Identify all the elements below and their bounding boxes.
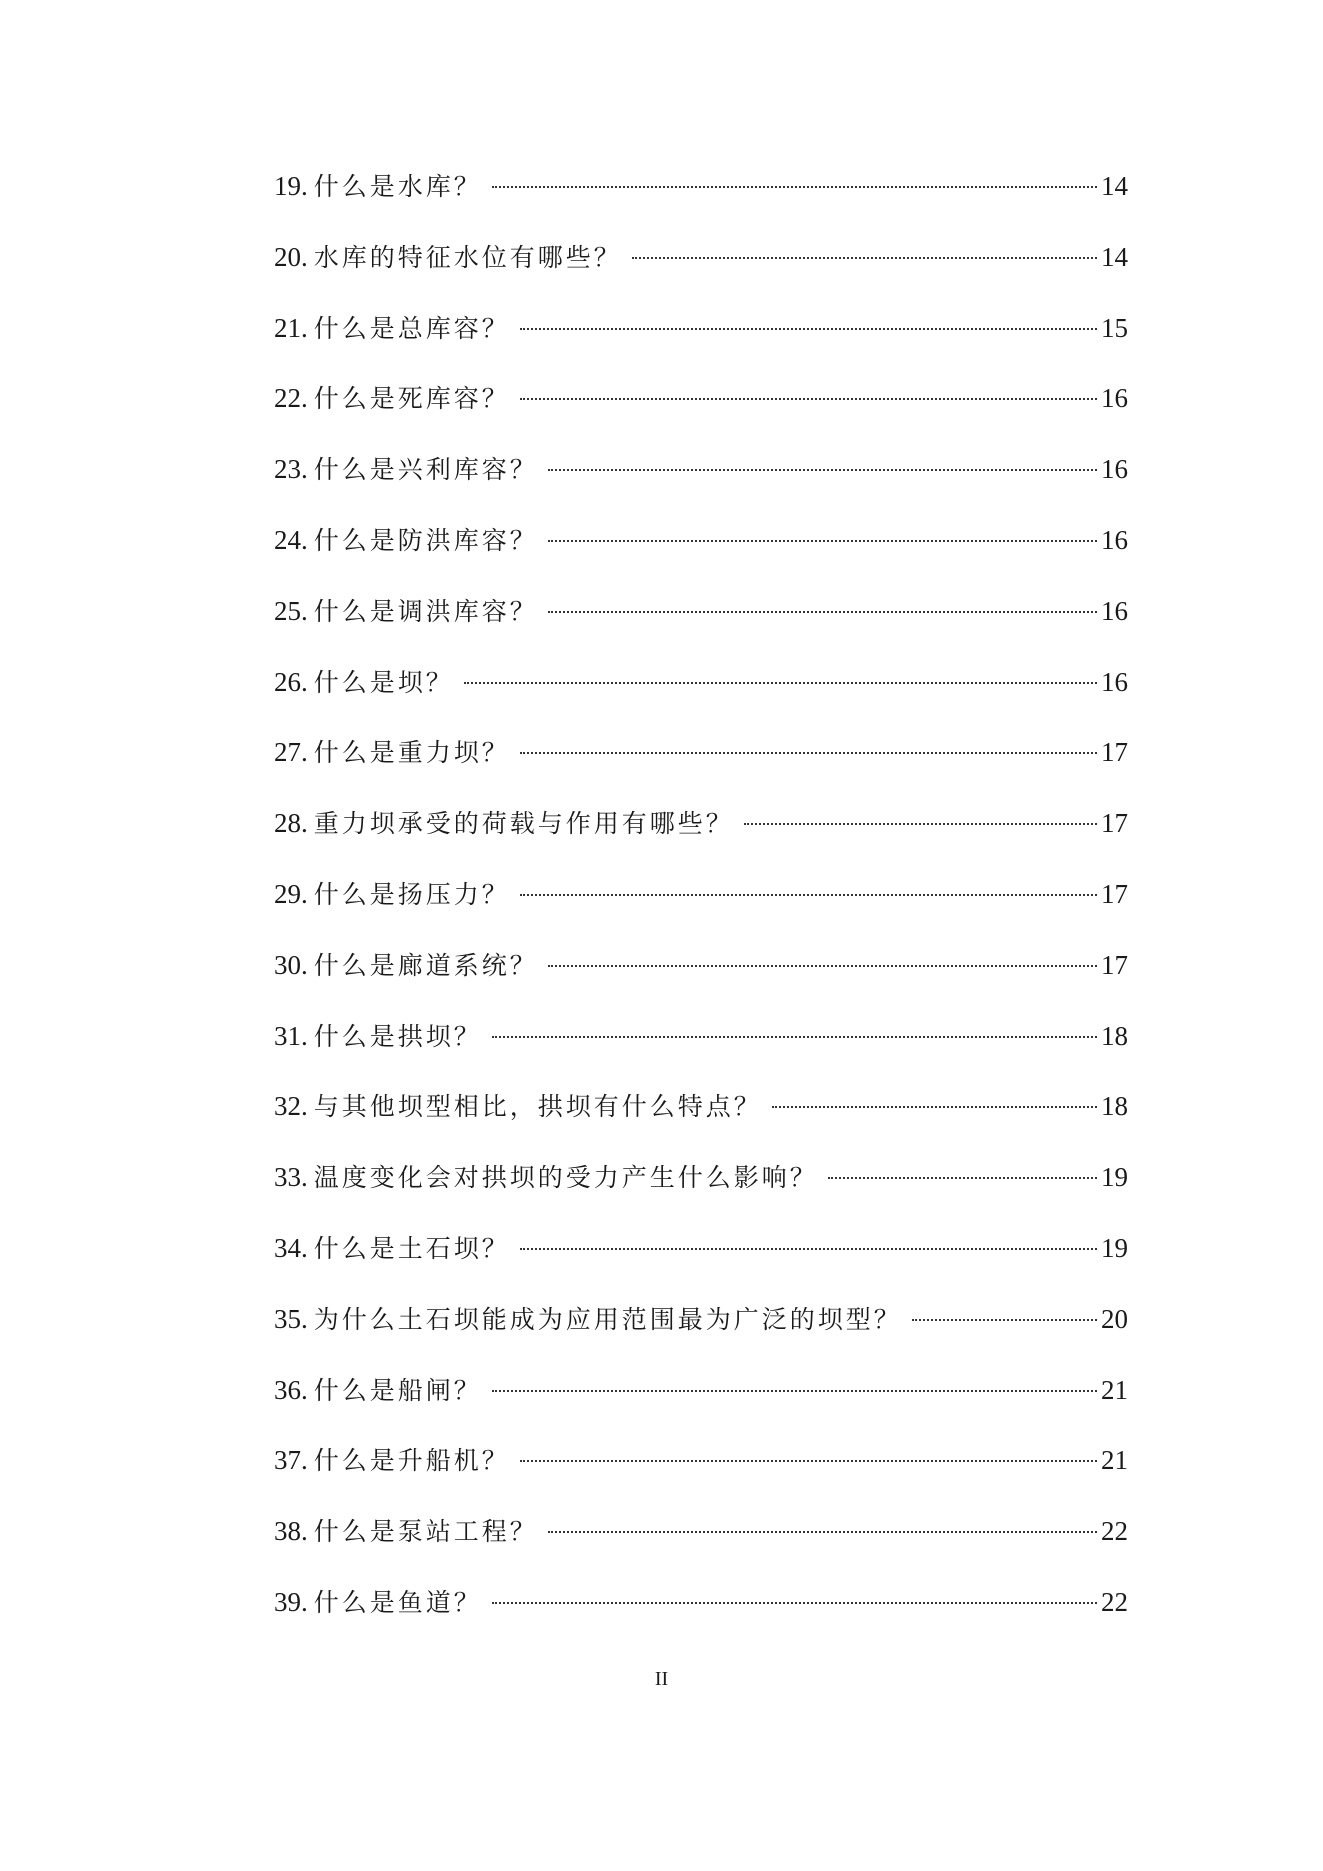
toc-entry-page: 18 <box>1101 1020 1128 1051</box>
toc-entry-page: 21 <box>1101 1374 1128 1405</box>
toc-entry[interactable] <box>274 1582 1128 1653</box>
toc-entry-number: 37. <box>274 1445 308 1476</box>
toc-entry[interactable] <box>274 1511 1128 1582</box>
toc-entry-title: 什么是鱼道？ <box>313 1587 482 1617</box>
toc-entry[interactable] <box>274 520 1128 591</box>
toc-entry-number: 38. <box>274 1516 308 1547</box>
toc-entry-page: 16 <box>1101 454 1128 485</box>
toc-entry[interactable] <box>274 1228 1128 1299</box>
toc-entry[interactable] <box>274 237 1128 308</box>
toc-entry-page: 19 <box>1101 1162 1128 1193</box>
toc-entry-number: 33. <box>274 1162 308 1193</box>
toc-dot-leader <box>492 1390 1097 1392</box>
toc-entry-number: 19. <box>274 171 308 201</box>
toc-entry[interactable] <box>274 378 1128 449</box>
toc-entry-page: 16 <box>1101 595 1128 626</box>
toc-entry-title: 什么是廊道系统？ <box>313 950 538 980</box>
toc-dot-leader <box>912 1319 1097 1321</box>
toc-entry-number: 24. <box>274 524 308 555</box>
toc-entry-page: 19 <box>1101 1232 1128 1263</box>
toc-dot-leader <box>548 469 1097 471</box>
toc-entry[interactable] <box>274 803 1128 874</box>
toc-entry[interactable] <box>274 1016 1128 1087</box>
toc-entry-title: 什么是死库容？ <box>313 384 510 414</box>
toc-entry-title: 什么是水库？ <box>313 172 482 201</box>
toc-entry-number: 25. <box>274 595 308 626</box>
toc-entry-title: 什么是船闸？ <box>313 1375 482 1405</box>
toc-dot-leader <box>492 186 1097 188</box>
toc-entry[interactable] <box>274 1086 1128 1157</box>
toc-dot-leader <box>548 540 1097 542</box>
toc-entry-title: 为什么土石坝能成为应用范围最为广泛的坝型？ <box>313 1304 902 1334</box>
toc-dot-leader <box>520 1460 1097 1462</box>
toc-entry-page: 17 <box>1101 949 1128 980</box>
toc-entry-title: 什么是重力坝？ <box>313 738 510 768</box>
toc-entry[interactable] <box>274 1370 1128 1441</box>
toc-entry-page: 15 <box>1101 312 1128 343</box>
toc-dot-leader <box>520 328 1097 330</box>
toc-entry-title: 温度变化会对拱坝的受力产生什么影响？ <box>313 1163 818 1193</box>
toc-dot-leader <box>520 752 1097 754</box>
toc-entry-page: 22 <box>1101 1516 1128 1547</box>
toc-entry[interactable] <box>274 449 1128 520</box>
toc-entry-number: 36. <box>274 1374 308 1405</box>
toc-entry-number: 39. <box>274 1586 308 1617</box>
toc-entry-page: 17 <box>1101 878 1128 909</box>
toc-entry-number: 21. <box>274 312 308 343</box>
toc-entry-page: 16 <box>1101 383 1128 414</box>
toc-entry[interactable] <box>274 662 1128 733</box>
toc-entry[interactable] <box>274 308 1128 379</box>
toc-entry-number: 22. <box>274 383 308 414</box>
toc-dot-leader <box>772 1106 1097 1108</box>
toc-dot-leader <box>632 257 1097 259</box>
toc-entry-page: 21 <box>1101 1445 1128 1476</box>
toc-entry-title: 与其他坝型相比，拱坝有什么特点？ <box>313 1092 762 1122</box>
toc-dot-leader <box>492 1036 1097 1038</box>
toc-dot-leader <box>828 1177 1097 1179</box>
toc-entry-title: 重力坝承受的荷载与作用有哪些？ <box>313 809 734 839</box>
toc-entry-number: 23. <box>274 454 308 485</box>
toc-entry-page: 17 <box>1101 737 1128 768</box>
toc-dot-leader <box>520 398 1097 400</box>
toc-entry-title: 什么是总库容？ <box>313 313 510 343</box>
table-of-contents <box>274 166 1128 1653</box>
toc-entry-number: 32. <box>274 1091 308 1122</box>
toc-entry-title: 什么是兴利库容？ <box>313 455 538 485</box>
toc-dot-leader <box>548 965 1097 967</box>
toc-entry-title: 什么是土石坝？ <box>313 1233 510 1263</box>
toc-entry-title: 什么是泵站工程？ <box>313 1517 538 1547</box>
toc-dot-leader <box>520 894 1097 896</box>
toc-entry-number: 27. <box>274 737 308 768</box>
toc-dot-leader <box>464 682 1097 684</box>
page-number: II <box>654 1668 669 1690</box>
toc-entry[interactable] <box>274 874 1128 945</box>
toc-dot-leader <box>492 1602 1097 1604</box>
toc-entry-number: 20. <box>274 241 308 272</box>
toc-entry[interactable] <box>274 166 1128 237</box>
toc-entry[interactable] <box>274 1299 1128 1370</box>
toc-entry-number: 28. <box>274 808 308 839</box>
toc-entry-title: 什么是坝？ <box>313 667 454 697</box>
toc-entry-title: 什么是防洪库容？ <box>313 525 538 555</box>
toc-entry[interactable] <box>274 1440 1128 1511</box>
toc-entry-number: 26. <box>274 666 308 697</box>
toc-entry-title: 什么是扬压力？ <box>313 879 510 909</box>
toc-entry-number: 35. <box>274 1303 308 1334</box>
toc-entry-number: 31. <box>274 1020 308 1051</box>
toc-entry-page: 18 <box>1101 1091 1128 1122</box>
toc-entry-title: 水库的特征水位有哪些？ <box>313 242 622 272</box>
toc-entry-page: 14 <box>1101 171 1128 201</box>
toc-dot-leader <box>520 1248 1097 1250</box>
toc-dot-leader <box>548 611 1097 613</box>
toc-entry-title: 什么是调洪库容？ <box>313 596 538 626</box>
toc-entry[interactable] <box>274 732 1128 803</box>
toc-entry-page: 14 <box>1101 241 1128 272</box>
toc-entry-title: 什么是升船机？ <box>313 1446 510 1476</box>
toc-entry-title: 什么是拱坝？ <box>313 1021 482 1051</box>
toc-entry-number: 30. <box>274 949 308 980</box>
toc-entry-page: 16 <box>1101 666 1128 697</box>
toc-entry-number: 34. <box>274 1232 308 1263</box>
toc-entry-number: 29. <box>274 878 308 909</box>
toc-dot-leader <box>548 1531 1097 1533</box>
toc-dot-leader <box>744 823 1097 825</box>
toc-entry-page: 22 <box>1101 1586 1128 1617</box>
toc-entry-page: 20 <box>1101 1303 1128 1334</box>
toc-entry[interactable] <box>274 1157 1128 1228</box>
toc-entry-page: 16 <box>1101 524 1128 555</box>
toc-entry[interactable] <box>274 945 1128 1016</box>
toc-entry[interactable] <box>274 591 1128 662</box>
toc-entry-page: 17 <box>1101 808 1128 839</box>
